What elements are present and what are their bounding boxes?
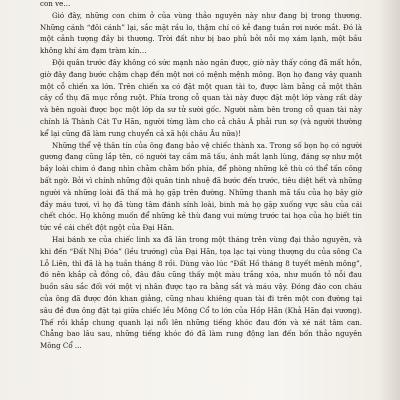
- paragraph-2: Đội quân trước đây không có sức mạnh nào ngăn được, giờ này thấy cóng đã mất hồn, giờ đây đang bước chậm chạp đến một nơi có mệnh mệnh mông. Bọn họ đang vây quanh một cỗ chiến xa lớn. Trên chiến xa có đặt một quan tài to, được làm bằng cả một thân cây cổ thụ đã mục rỗng ruột. Phía trong cỗ quan tài này được đặt một lớp vàng rất dày và bên ngoài được bọc một lớp da sư tử sười gốc. Người nằm bên trong cỗ quan tài này chính là Thành Cát Tư Hãn, người từng làm cho cả châu Á phải run sợ (và người thường kể lại cũng đã làm rung chuyển cả xã hội châu Âu nữa)!: [40, 57, 362, 138]
- paragraph-3: Những thể vệ thân tín của ông đang bảo vệ chiếc thành xa. Trong số bọn họ có người gương đang cũng lắp tên, có người tay cầm mã tấu, ánh mắt lạnh lùng, đáng sợ như một bầy loài chim ó đang nhìn chằm chằm bốn phía, để phòng những kẻ thù có thể tấn công bất ngờ. Bởi vì chính những đội quân tinh nhuệ đã bước đến trước, tiêu diệt hết và những người và những loài đã thấ mà họ gặp trên đường. Những thanh mã tấu của họ bây giờ đầy máu tươi, vì họ đã tùng tâm đánh sính loài, binh mà họ gặp xuống vực sâu của cái chết chóc. Họ không muốn để những kẻ thù đang vui mừng trước tai họa của họ biết tin tức về cái chết đột ngột của Đại Hãn.: [40, 140, 362, 233]
- paragraph-1: Gió đây, những con chim ở của vùng thảo nguyên này như đang bị trong thương. Những cánh “đôi cánh” lại, sắc mặt rầu lo, thậm chí có kẻ đang tuần rơi nước mắt. Đó là một cảnh tượng đầy bi thương. Trời đất như bị bao phủ bởi nỗi mọ xám lạnh, một bầu không khí ám đạm tràm kín…: [40, 10, 362, 56]
- body-text: [40, 0, 362, 352]
- paragraph-4: Hai bánh xe của chiếc linh xa đã lăn trong một tháng trên vùng đại thảo nguyên, và khi đến “Đất Nhị Đóa” (lều trướng) của Đại Hãn, tọa lạc tại vùng thượng du của sông Ca Lỗ Liên, thì đã là hạ tuần tháng 8 rồi. Dùng vào lúc “Đất Hồ tháng 8 tuyết mênh mông”, đó nên khắp cả đồng cỏ, đâu đâu cũng thấy một màu trắng xóa, như muốn tỏ nỗi đau buồn sâu sắc đối với một vị nhân được tạo ra bằng sắt và máu vậy. Đóng đáo con cháu của ông đã được đón khan giảng, cũng nhau khiêng quan tài đi trên một con đường tại sâu đề đưa ông đặt tại giữa chiếc lều Mông Cổ to lớn của Hồp Hãn (Khả Hãn đại vương). Thế rồi khắp chung quanh lại nổi lên những tiếng khóc đau đớn và xé nát tâm can. Chẳng bao lâu sau, những tiếng khóc đó đã làm rung động lan đến bốn thảo nguyên Mông Cổ ...: [40, 234, 362, 351]
- paragraph-0: con ve…: [40, 0, 71, 8]
- page-edge-shadow: [378, 0, 400, 400]
